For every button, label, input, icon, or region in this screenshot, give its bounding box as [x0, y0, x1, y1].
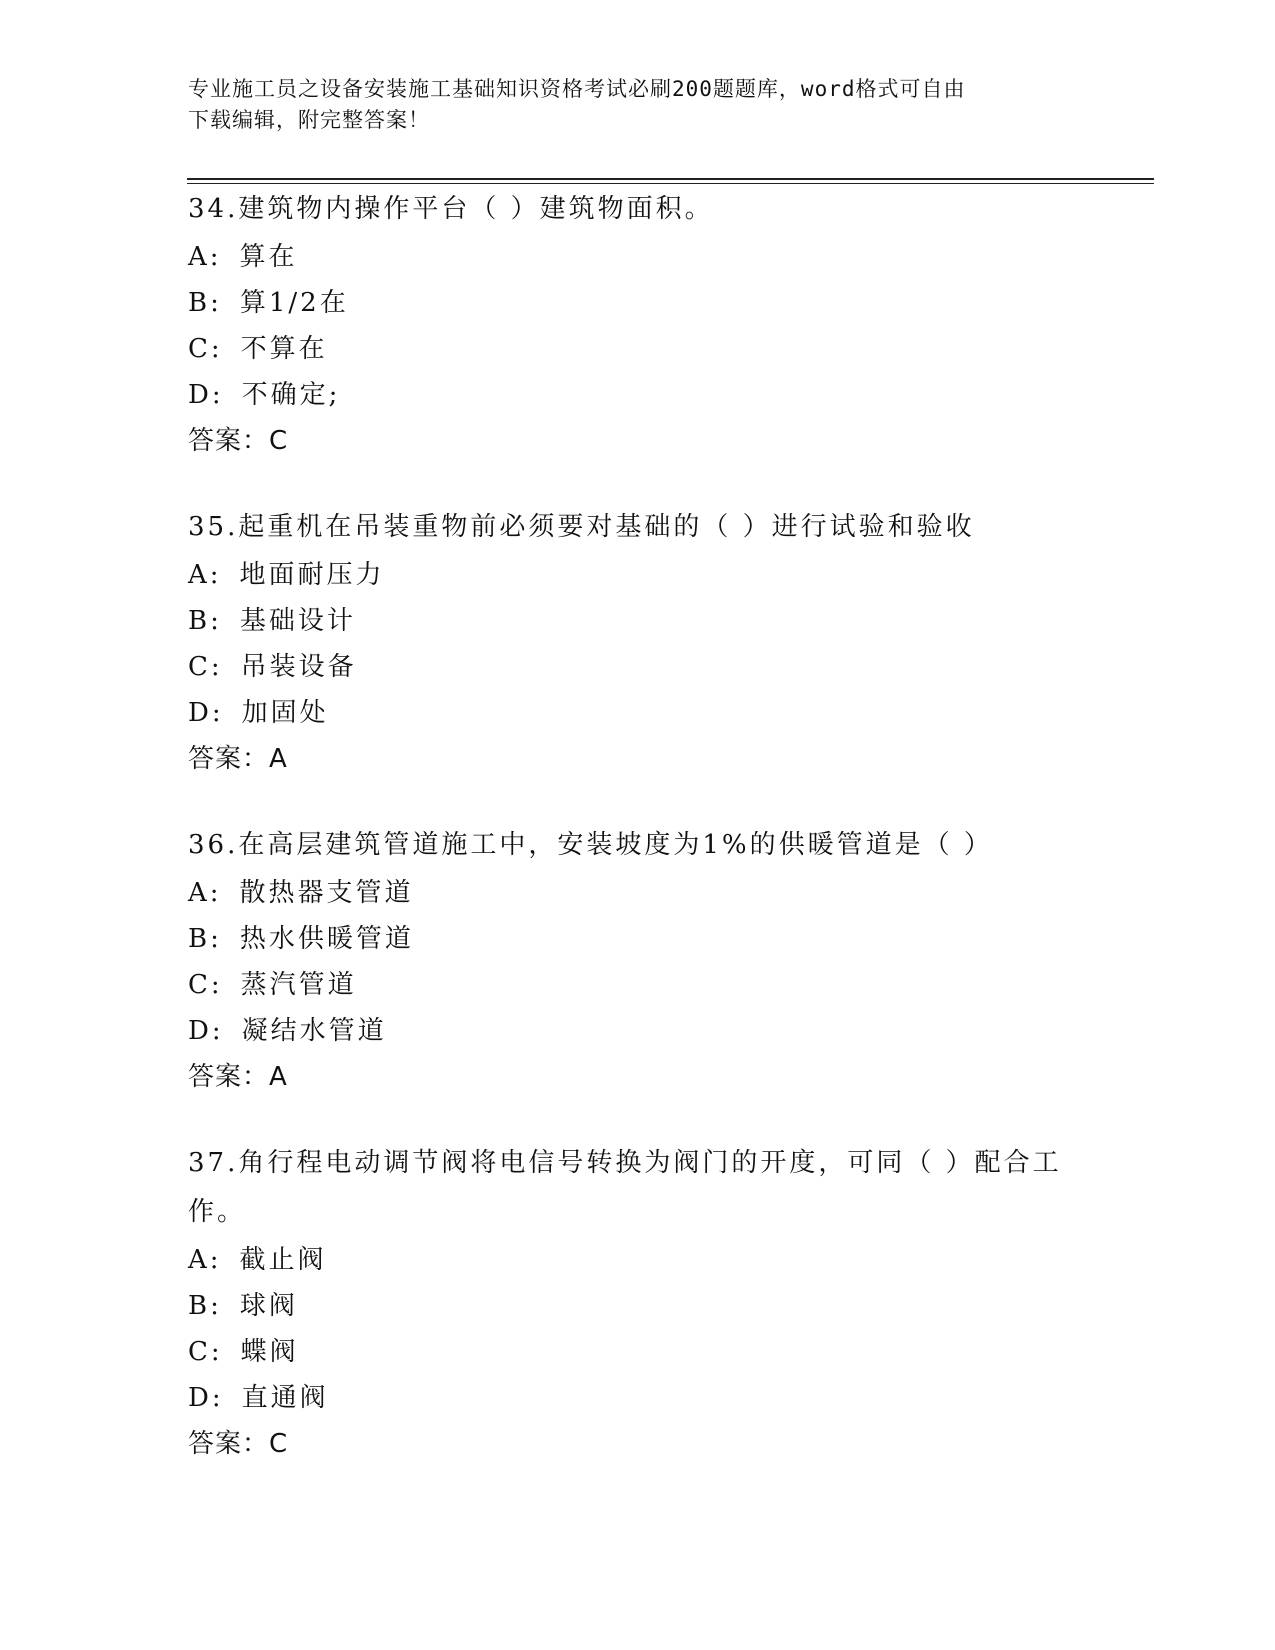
option-key: A: [188, 1245, 222, 1275]
option-a [188, 1237, 1088, 1283]
question-stem: 35.起重机在吊装重物前必须要对基础的（ ）进行试验和验收 [188, 512, 975, 542]
option-d [188, 372, 1088, 418]
header-divider-thick [187, 178, 1154, 180]
option-key: C: [188, 970, 223, 1000]
option-b [188, 1283, 1088, 1329]
option-key: D: [188, 698, 224, 728]
answer-line: 答案：A [188, 1062, 288, 1092]
header-title-line-2: 下载编辑，附完整答案！ [188, 108, 430, 132]
option-key: B: [188, 288, 222, 318]
option-text: 加固处 [241, 698, 329, 728]
option-text: 算在 [239, 242, 298, 272]
option-c [188, 1329, 1088, 1375]
option-a [188, 870, 1088, 916]
answer-line: 答案：C [188, 1429, 289, 1459]
option-text: 热水供暖管道 [239, 924, 414, 954]
answer-line: 答案：A [188, 744, 288, 774]
option-text: 截止阀 [239, 1245, 327, 1275]
header-title-line-1: 专业施工员之设备安装施工基础知识资格考试必刷200题题库，word格式可自由 [188, 77, 966, 101]
option-key: A: [188, 560, 222, 590]
option-key: A: [188, 242, 222, 272]
option-text: 凝结水管道 [241, 1016, 387, 1046]
option-text: 不算在 [240, 334, 328, 364]
option-text: 基础设计 [239, 606, 356, 636]
option-key: D: [188, 1383, 224, 1413]
answer-line: 答案：C [188, 426, 289, 456]
option-c [188, 962, 1088, 1008]
option-key: D: [188, 380, 224, 410]
option-text: 球阀 [239, 1291, 298, 1321]
question-block-37 [188, 1139, 1088, 1467]
question-stem: 37.角行程电动调节阀将电信号转换为阀门的开度，可同（ ）配合工作。 [188, 1148, 1062, 1227]
document-header [188, 74, 1088, 136]
option-text: 散热器支管道 [239, 878, 414, 908]
question-stem: 34.建筑物内操作平台（ ）建筑物面积。 [188, 194, 714, 224]
question-block-34 [188, 185, 1088, 464]
option-text: 吊装设备 [240, 652, 357, 682]
option-text: 直通阀 [241, 1383, 329, 1413]
option-key: C: [188, 1337, 223, 1367]
option-d [188, 690, 1088, 736]
option-key: B: [188, 1291, 222, 1321]
option-key: B: [188, 606, 222, 636]
question-block-35 [188, 503, 1088, 782]
option-key: C: [188, 334, 223, 364]
option-text: 蝶阀 [240, 1337, 299, 1367]
option-b [188, 916, 1088, 962]
question-stem: 36.在高层建筑管道施工中，安装坡度为1%的供暖管道是（ ） [188, 830, 993, 860]
option-key: B: [188, 924, 222, 954]
option-d [188, 1008, 1088, 1054]
option-b [188, 280, 1088, 326]
option-text: 蒸汽管道 [240, 970, 357, 1000]
question-block-36 [188, 821, 1088, 1100]
option-c [188, 644, 1088, 690]
header-divider-thin [187, 183, 1154, 184]
option-key: A: [188, 878, 222, 908]
option-a [188, 552, 1088, 598]
option-c [188, 326, 1088, 372]
option-text: 地面耐压力 [239, 560, 385, 590]
option-text: 不确定; [241, 380, 341, 410]
option-b [188, 598, 1088, 644]
option-key: C: [188, 652, 223, 682]
option-text: 算1/2在 [239, 288, 349, 318]
option-d [188, 1375, 1088, 1421]
option-a [188, 234, 1088, 280]
option-key: D: [188, 1016, 224, 1046]
